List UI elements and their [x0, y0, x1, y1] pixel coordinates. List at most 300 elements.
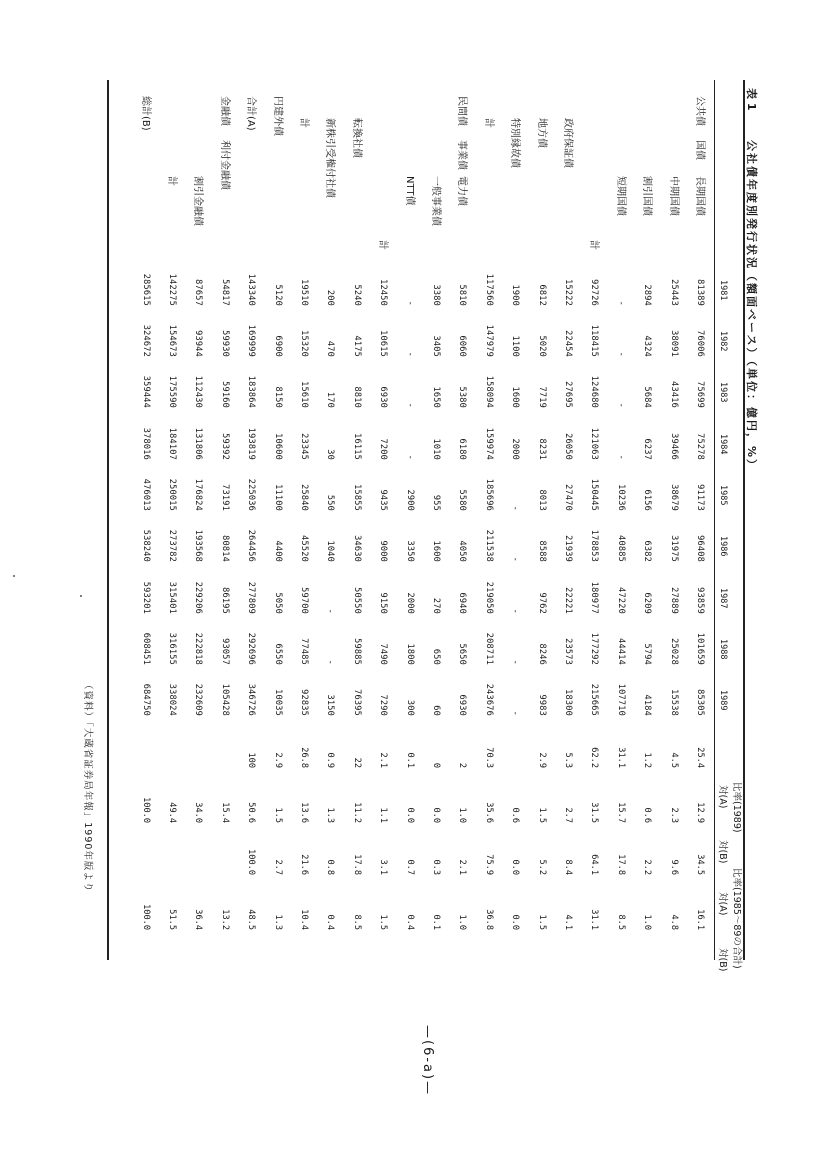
ratio-cell: 0: [431, 762, 441, 768]
table-cell: 273782: [167, 529, 177, 562]
table-cell: 15610: [299, 381, 309, 408]
ratio-cell: 36.8: [483, 909, 494, 930]
table-cell: 38091: [668, 330, 679, 357]
source-note: （資料）「大蔵省証券局年報」1990年版より: [82, 680, 93, 893]
table-cell: 264456: [246, 529, 257, 562]
table-cell: 75278: [695, 433, 705, 460]
table-cell: 44414: [615, 638, 626, 665]
ratio-cell: 2.9: [272, 752, 283, 768]
col-b-8589: 対(B): [717, 948, 728, 972]
table-cell: 4184: [642, 694, 653, 716]
table-cell: 8588: [536, 540, 547, 562]
ratio-cell: 3.1: [378, 859, 389, 875]
table-cell: 7290: [378, 694, 389, 716]
row-label: 総計(B): [139, 96, 151, 131]
table-cell: 176824: [193, 478, 204, 511]
table-cell: 124680: [589, 375, 600, 408]
table-cell: 31975: [668, 535, 679, 562]
table-cell: 5380: [457, 386, 468, 408]
ratio-cell: 100.0: [246, 849, 257, 875]
table-cell: 1900: [510, 284, 521, 306]
table-cell: 470: [325, 340, 336, 357]
table-cell: 270: [431, 597, 441, 614]
table-cell: 1100: [510, 335, 521, 357]
table-cell: 6156: [642, 489, 653, 511]
table-cell: 34630: [351, 535, 362, 562]
ratio-cell: 1.3: [272, 914, 283, 930]
table-cell: 2900: [404, 489, 415, 511]
table-cell: -: [404, 402, 415, 408]
year-header: 1984: [718, 434, 728, 455]
table-cell: 93944: [193, 330, 204, 357]
ratio-cell: 1.1: [378, 807, 389, 823]
table-cell: 316155: [167, 632, 177, 665]
table-cell: 7200: [378, 438, 389, 460]
table-cell: 8246: [536, 643, 547, 665]
table-cell: 54817: [219, 279, 230, 306]
ratio-cell: 15.4: [219, 802, 230, 823]
ratio-cell: 4.8: [668, 914, 679, 930]
row-label: 地方債: [535, 118, 547, 148]
table-cell: 50550: [351, 587, 362, 614]
ratio-cell: 8.4: [563, 859, 573, 875]
table-cell: 2000: [404, 592, 415, 614]
table-cell: 81389: [695, 279, 705, 306]
ratio-cell: 5.2: [536, 859, 547, 875]
ratio-cell: 5.3: [563, 752, 573, 768]
table-cell: 147979: [483, 324, 494, 357]
table-cell: 170: [325, 391, 336, 408]
table-cell: 15855: [351, 484, 362, 511]
table-cell: 60: [431, 705, 441, 716]
table-cell: 87657: [193, 279, 204, 306]
col-a-1989: 対(A): [717, 785, 728, 809]
table-cell: 8810: [351, 386, 362, 408]
table-cell: 292696: [246, 632, 257, 665]
table-cell: 9150: [378, 592, 389, 614]
ratio-cell: 12.9: [695, 802, 705, 823]
table-cell: 5120: [272, 284, 283, 306]
ratio-cell: 1.5: [272, 807, 283, 823]
table-cell: 955: [431, 494, 441, 511]
table-cell: 229206: [193, 581, 204, 614]
year-header: 1989: [718, 690, 728, 711]
table-cell: 184107: [167, 427, 177, 460]
table-cell: 6930: [378, 386, 389, 408]
table-cell: 225036: [246, 478, 257, 511]
ratio-header-1985-89: 比率(1985～89の合計): [731, 868, 742, 969]
table-cell: 1800: [404, 643, 415, 665]
table-cell: 7719: [536, 386, 547, 408]
table-cell: 118415: [589, 324, 600, 357]
table-cell: 211538: [483, 529, 494, 562]
table-cell: 550: [325, 494, 336, 511]
table-cell: 38679: [668, 484, 679, 511]
rule-header: [714, 80, 715, 960]
row-label: 長期国債: [694, 176, 705, 216]
ratio-cell: 1.2: [642, 752, 653, 768]
ratio-cell: 0.7: [404, 859, 415, 875]
ratio-cell: 10.4: [299, 909, 309, 930]
col-b-1989: 対(B): [717, 840, 728, 864]
ratio-cell: 0.1: [404, 752, 415, 768]
ratio-cell: 13.2: [219, 909, 230, 930]
table-cell: 23345: [299, 433, 309, 460]
table-cell: 91173: [695, 484, 705, 511]
table-cell: 6237: [642, 438, 653, 460]
table-cell: 10600: [272, 433, 283, 460]
table-cell: 10615: [378, 330, 389, 357]
table-number: 表 1: [745, 88, 758, 111]
table-cell: 1600: [431, 540, 441, 562]
table-cell: 177292: [589, 632, 600, 665]
table-cell: 3150: [325, 694, 336, 716]
row-group-label: 民間債: [456, 96, 468, 126]
table-cell: -: [404, 454, 415, 460]
row-label: 合計(A): [245, 96, 257, 131]
table-cell: -: [510, 505, 521, 511]
table-cell: 105428: [219, 683, 230, 716]
table-cell: 5684: [642, 386, 653, 408]
table-cell: 169999: [246, 324, 257, 357]
table-cell: 285615: [140, 273, 151, 306]
ratio-header-1989: 比率(1989): [731, 782, 742, 833]
ratio-cell: 17.8: [351, 854, 362, 875]
table-cell: -: [510, 556, 521, 562]
table-cell: 22454: [563, 330, 573, 357]
row-label: 計: [482, 118, 494, 128]
ratio-cell: 2: [457, 762, 468, 768]
table-cell: 85305: [695, 689, 705, 716]
ratio-cell: 100: [246, 752, 257, 768]
ratio-cell: 0.0: [510, 859, 521, 875]
ratio-cell: 1.3: [325, 807, 336, 823]
table-cell: 193568: [193, 529, 204, 562]
row-subgroup-label: 利付金融債: [218, 140, 230, 190]
table-cell: 175590: [167, 375, 177, 408]
table-cell: 21939: [563, 535, 573, 562]
table-cell: 59700: [299, 587, 309, 614]
row-label: 計: [166, 176, 177, 186]
table-cell: 107710: [615, 683, 626, 716]
ratio-cell: 8.5: [615, 914, 626, 930]
table-cell: 1010: [431, 438, 441, 460]
table-cell: -: [615, 351, 626, 357]
row-group-label: 公共債: [694, 96, 705, 126]
ratio-cell: 2.3: [668, 807, 679, 823]
table-cell: 9983: [536, 694, 547, 716]
ratio-cell: 64.1: [589, 854, 600, 875]
table-cell: 93859: [695, 587, 705, 614]
ratio-cell: 1.0: [457, 914, 468, 930]
ratio-cell: 25.4: [695, 747, 705, 768]
table-cell: 86195: [219, 587, 230, 614]
table-cell: 1600: [510, 386, 521, 408]
table-cell: -: [404, 300, 415, 306]
ratio-cell: 1.5: [536, 807, 547, 823]
ratio-cell: 1.5: [378, 914, 389, 930]
table-cell: 27470: [563, 484, 573, 511]
table-cell: 4175: [351, 335, 362, 357]
table-cell: 22221: [563, 587, 573, 614]
table-cell: 200: [325, 289, 336, 306]
table-cell: 183864: [246, 375, 257, 408]
table-cell: 5580: [457, 489, 468, 511]
ratio-cell: 0.1: [431, 914, 441, 930]
ratio-cell: 2.7: [272, 859, 283, 875]
table-cell: 338024: [167, 683, 177, 716]
table-cell: 5050: [272, 592, 283, 614]
year-header: 1988: [718, 639, 728, 660]
row-label: 短期国債: [614, 176, 626, 216]
ratio-cell: 2.1: [457, 859, 468, 875]
table-cell: 73191: [219, 484, 230, 511]
table-cell: 208711: [483, 632, 494, 665]
table-cell: 159974: [483, 427, 494, 460]
row-label: 政府保証債: [562, 118, 573, 168]
table-cell: 2000: [510, 438, 521, 460]
table-cell: 96408: [695, 535, 705, 562]
table-cell: 4050: [457, 540, 468, 562]
ratio-cell: 2.1: [378, 752, 389, 768]
scan-speck: [13, 575, 15, 577]
table-cell: 178853: [589, 529, 600, 562]
ratio-cell: 48.5: [246, 909, 257, 930]
ratio-cell: 34.0: [193, 802, 204, 823]
year-header: 1983: [718, 382, 728, 403]
table-cell: 27889: [668, 587, 679, 614]
ratio-cell: 31.5: [589, 802, 600, 823]
year-header: 1982: [718, 331, 728, 352]
table-cell: 15538: [668, 689, 679, 716]
ratio-cell: 0.8: [325, 859, 336, 875]
table-cell: 5650: [457, 643, 468, 665]
table-cell: 75699: [695, 381, 705, 408]
ratio-cell: 2.9: [536, 752, 547, 768]
table-cell: 92726: [589, 279, 600, 306]
ratio-cell: 1.5: [536, 914, 547, 930]
table-cell: 3380: [431, 284, 441, 306]
ratio-cell: 0.9: [325, 752, 336, 768]
table-cell: 232609: [193, 683, 204, 716]
row-label: 計: [377, 240, 389, 250]
table-cell: 324672: [140, 324, 151, 357]
table-cell: 150445: [589, 478, 600, 511]
table-cell: 6940: [457, 592, 468, 614]
row-label: 新株引受権付社債: [324, 118, 336, 198]
year-header: 1981: [718, 280, 728, 301]
table-cell: 5240: [351, 284, 362, 306]
table-cell: 158094: [483, 375, 494, 408]
table-cell: 25028: [668, 638, 679, 665]
row-subgroup-label: 国債: [694, 140, 705, 160]
col-a-8589: 対(A): [717, 892, 728, 916]
table-cell: -: [510, 710, 521, 716]
table-cell: 2894: [642, 284, 653, 306]
ratio-cell: 31.1: [589, 909, 600, 930]
ratio-cell: 13.6: [299, 802, 309, 823]
table-cell: 476013: [140, 478, 151, 511]
table-cell: 5794: [642, 643, 653, 665]
table-cell: 6812: [536, 284, 547, 306]
table-cell: 18300: [563, 689, 573, 716]
table-cell: 76006: [695, 330, 705, 357]
table-cell: 121063: [589, 427, 600, 460]
table-cell: 9762: [536, 592, 547, 614]
ratio-cell: 2.2: [642, 859, 653, 875]
table-cell: -: [615, 300, 626, 306]
table-cell: 23573: [563, 638, 573, 665]
table-cell: 10035: [272, 689, 283, 716]
table-cell: 131806: [193, 427, 204, 460]
table-cell: 9000: [378, 540, 389, 562]
table-cell: 215665: [589, 683, 600, 716]
ratio-cell: 0.3: [431, 859, 441, 875]
ratio-cell: 2.7: [563, 807, 573, 823]
ratio-cell: 21.6: [299, 854, 309, 875]
table-cell: 16115: [351, 433, 362, 460]
table-cell: 5020: [536, 335, 547, 357]
year-header: 1987: [718, 588, 728, 609]
table-cell: 59392: [219, 433, 230, 460]
table-cell: 593201: [140, 581, 151, 614]
ratio-cell: 0.4: [404, 914, 415, 930]
rule-top: [744, 80, 746, 960]
ratio-cell: 0.0: [404, 807, 415, 823]
ratio-cell: 8.5: [351, 914, 362, 930]
table-cell: 185696: [483, 478, 494, 511]
table-cell: 80814: [219, 535, 230, 562]
ratio-cell: 100.0: [140, 797, 151, 823]
table-cell: 25443: [668, 279, 679, 306]
row-group-label: 金融債: [218, 96, 230, 126]
table-cell: -: [325, 659, 336, 665]
table-cell: 26050: [563, 433, 573, 460]
table-cell: 378016: [140, 427, 151, 460]
row-subgroup-label: 事業債: [456, 140, 468, 170]
page-number: —(6-a)—: [420, 1025, 435, 1097]
row-label: 一般事業債: [430, 176, 441, 226]
table-cell: 219050: [483, 581, 494, 614]
table-cell: 608451: [140, 632, 151, 665]
ratio-cell: 1.0: [457, 807, 468, 823]
table-cell: 59160: [219, 381, 230, 408]
table-cell: 346726: [246, 683, 257, 716]
table-cell: 6900: [272, 335, 283, 357]
ratio-cell: 1.0: [642, 914, 653, 930]
table-cell: 77485: [299, 638, 309, 665]
ratio-cell: 75.9: [483, 854, 494, 875]
table-cell: 27695: [563, 381, 573, 408]
table-cell: 15222: [563, 279, 573, 306]
ratio-cell: 17.8: [615, 854, 626, 875]
table-cell: 6060: [457, 335, 468, 357]
ratio-cell: 11.2: [351, 802, 362, 823]
table-cell: 5810: [457, 284, 468, 306]
row-label: 転換社債: [350, 118, 362, 158]
table-cell: 43416: [668, 381, 679, 408]
table-cell: 277809: [246, 581, 257, 614]
row-label: 割引金融債: [192, 176, 204, 226]
table-cell: -: [404, 351, 415, 357]
ratio-cell: 36.4: [193, 909, 204, 930]
ratio-cell: 22: [351, 757, 362, 768]
table-cell: 59930: [219, 330, 230, 357]
table-cell: 12450: [378, 279, 389, 306]
table-cell: 193819: [246, 427, 257, 460]
table-cell: 11100: [272, 484, 283, 511]
table-cell: 76395: [351, 689, 362, 716]
ratio-cell: 62.2: [589, 747, 600, 768]
table-cell: 222818: [193, 632, 204, 665]
table-cell: 143340: [246, 273, 257, 306]
table-cell: 92835: [299, 689, 309, 716]
table-cell: 39466: [668, 433, 679, 460]
table-cell: 180977: [589, 581, 600, 614]
table-cell: 7490: [378, 643, 389, 665]
table-cell: 142275: [167, 273, 177, 306]
table-cell: -: [615, 402, 626, 408]
ratio-cell: 50.6: [246, 802, 257, 823]
ratio-cell: 4.1: [563, 914, 573, 930]
ratio-cell: 15.7: [615, 802, 626, 823]
row-label: 計: [588, 240, 600, 250]
table-cell: 47220: [615, 587, 626, 614]
row-label: 電力債: [456, 176, 468, 206]
year-header: 1986: [718, 536, 728, 557]
table-cell: 300: [404, 699, 415, 716]
table-title: 公社債年度別発行状況（額面ベース）（単位：億円，%）: [745, 140, 758, 472]
ratio-cell: 34.5: [695, 854, 705, 875]
table-cell: 9435: [378, 489, 389, 511]
table-cell: 3350: [404, 540, 415, 562]
table-cell: 19510: [299, 279, 309, 306]
ratio-cell: 0.6: [510, 807, 521, 823]
table-cell: 59885: [351, 638, 362, 665]
table-cell: 6180: [457, 438, 468, 460]
row-label: 中期国債: [667, 176, 679, 216]
table-cell: 3405: [431, 335, 441, 357]
table-cell: 4400: [272, 540, 283, 562]
table-cell: 117560: [483, 273, 494, 306]
scan-speck: [80, 595, 82, 597]
table-cell: 10236: [615, 484, 626, 511]
table-cell: 45520: [299, 535, 309, 562]
table-cell: 101659: [695, 632, 705, 665]
table-cell: 8013: [536, 489, 547, 511]
table-cell: -: [510, 608, 521, 614]
ratio-cell: 35.6: [483, 802, 494, 823]
table-cell: 359444: [140, 375, 151, 408]
ratio-cell: 51.5: [167, 909, 177, 930]
ratio-cell: 16.1: [695, 909, 705, 930]
table-cell: 15320: [299, 330, 309, 357]
table-cell: -: [325, 608, 336, 614]
table-cell: 40885: [615, 535, 626, 562]
row-label: 計: [298, 118, 309, 128]
table-cell: 243676: [483, 683, 494, 716]
table-cell: 154673: [167, 324, 177, 357]
row-label: 割引国債: [641, 176, 653, 216]
rule-bottom: [108, 80, 110, 960]
table-cell: -: [510, 659, 521, 665]
table-cell: 1650: [431, 386, 441, 408]
ratio-cell: 100.0: [140, 904, 151, 930]
table-cell: 6550: [272, 643, 283, 665]
table-cell: 315401: [167, 581, 177, 614]
ratio-cell: 49.4: [167, 802, 177, 823]
table-cell: 6382: [642, 540, 653, 562]
